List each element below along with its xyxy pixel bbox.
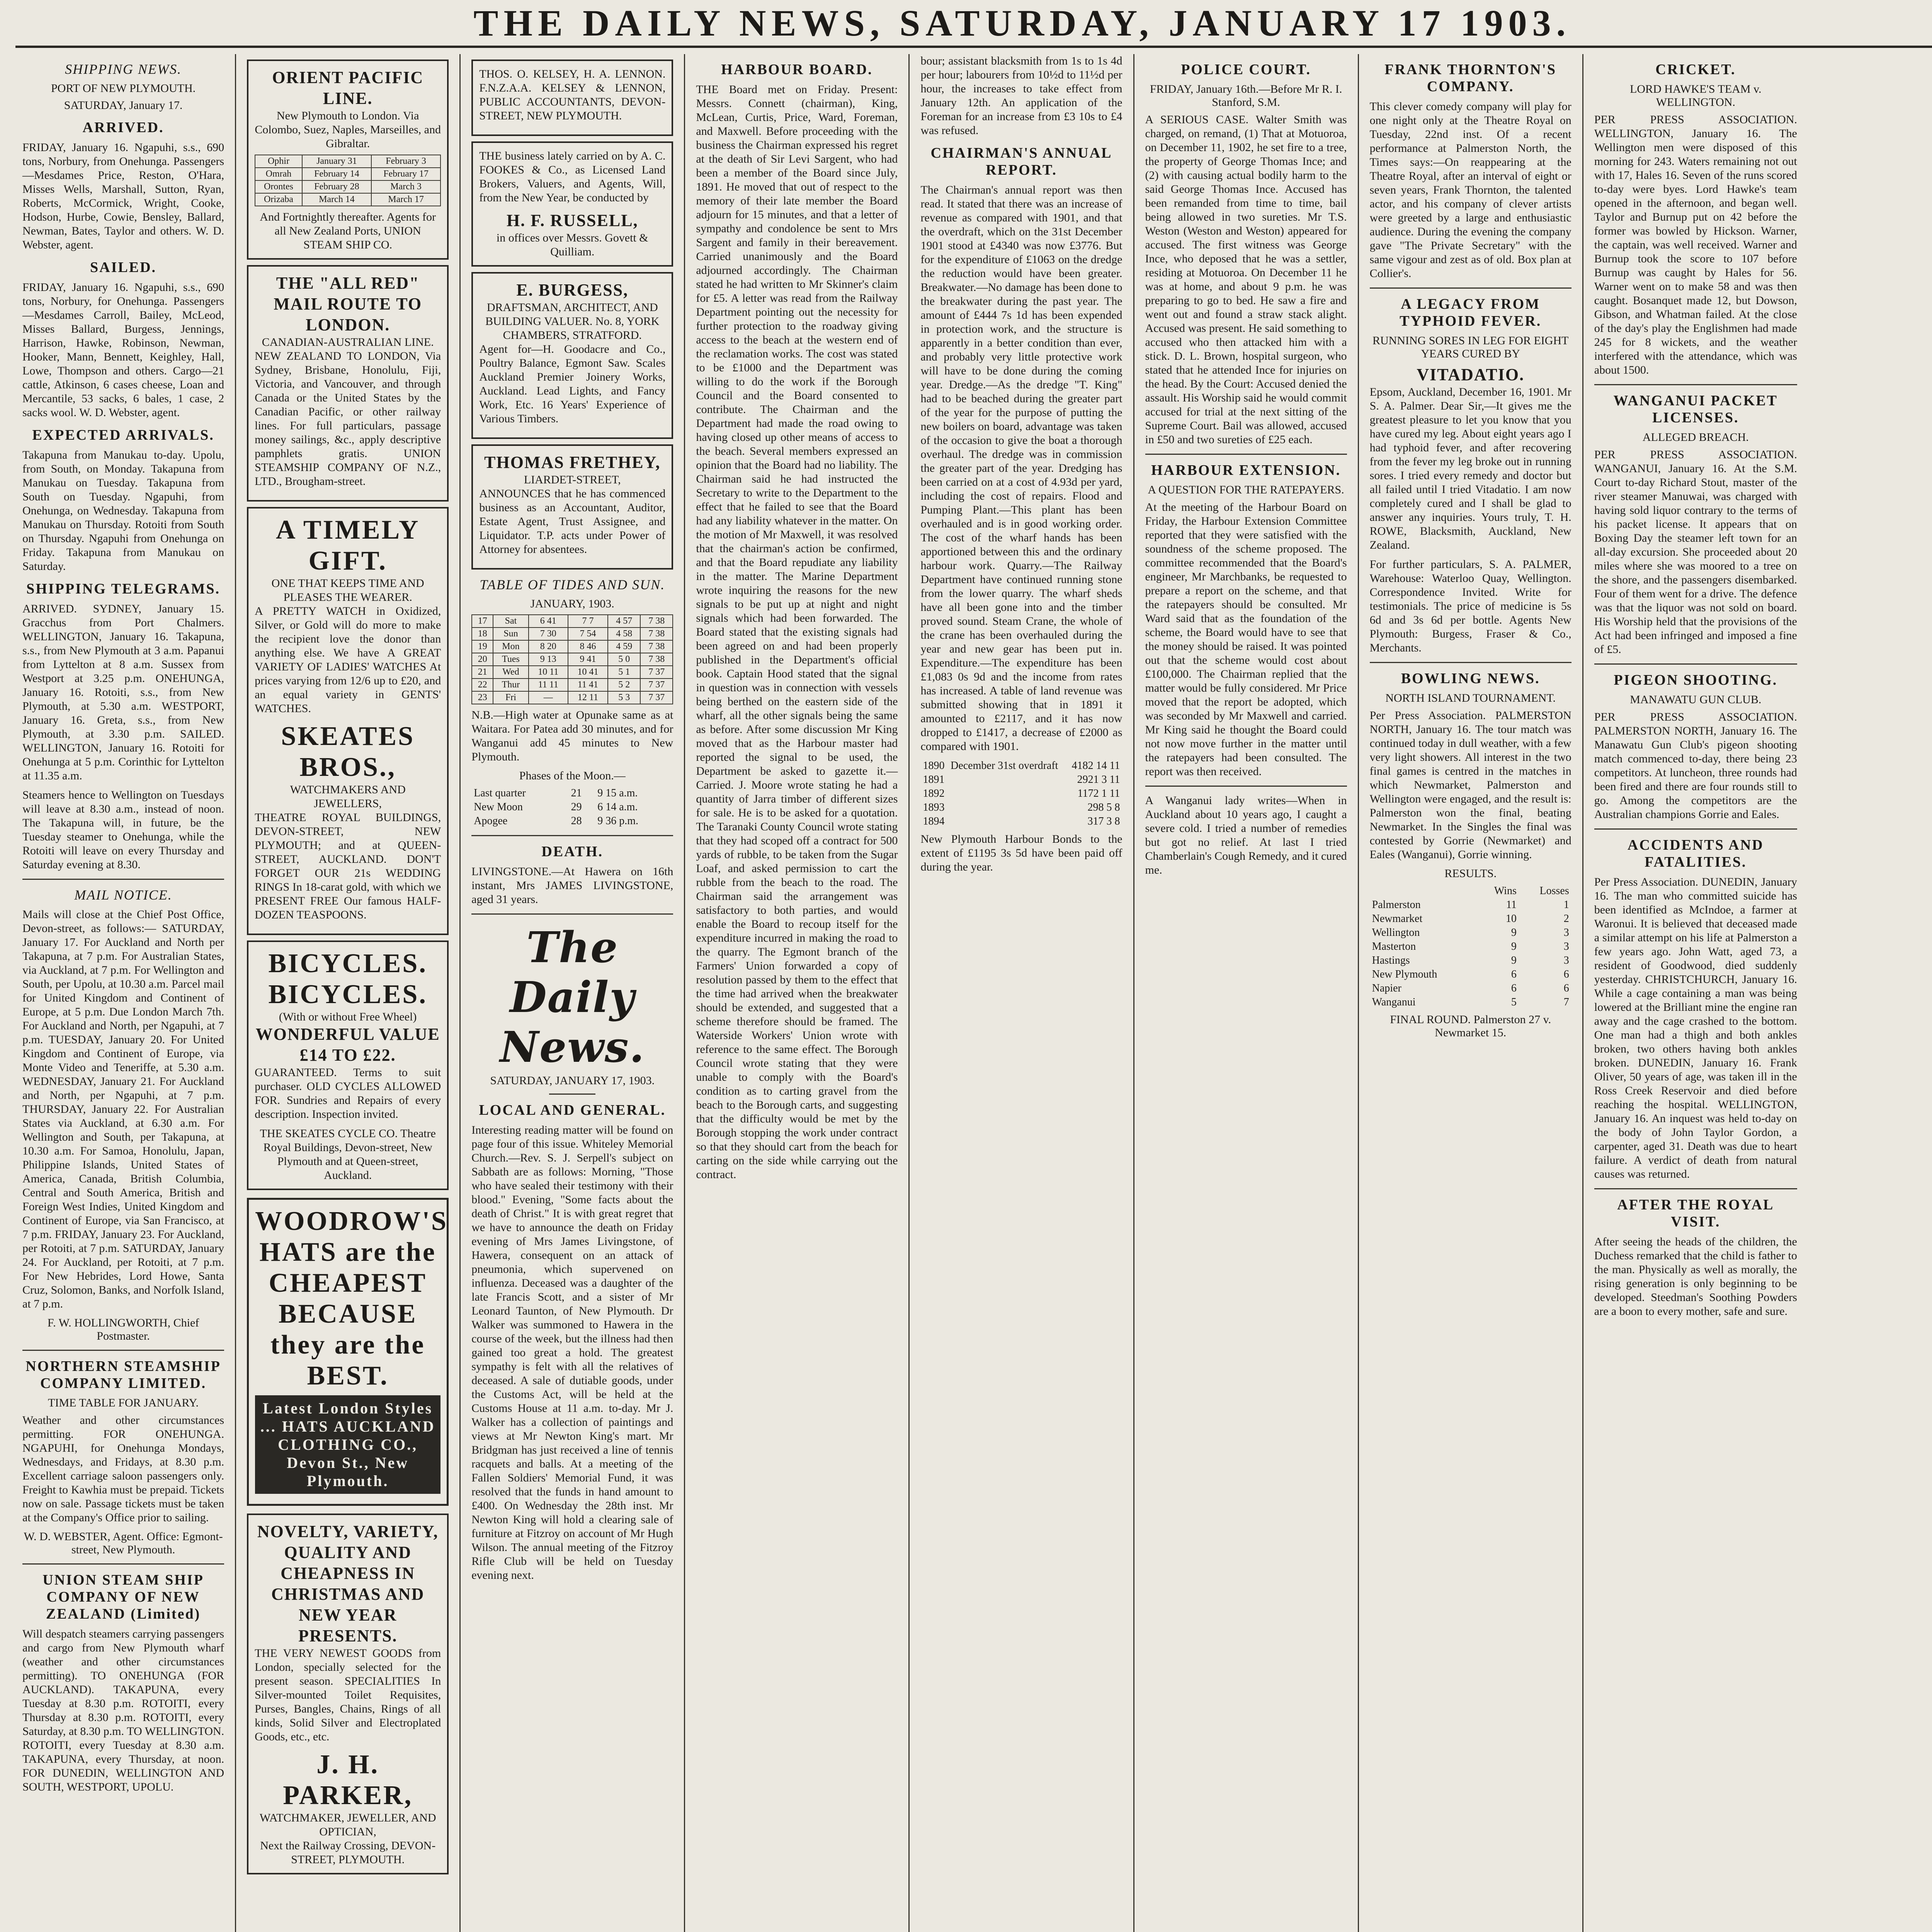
- table-row: Hastings 9 3: [1372, 954, 1569, 966]
- chairman-text: The Chairman's annual report was then read. It stated that there was an increase of revenue as compared with 1901, and that the overdraft, which on the 31st December 1901 stood at £4340 was now £3776. But for the expenditure of £1063 on the dredge the reduction would have been greater. Breakwater.—No damage has been done to the breakwater during the past year. The amount of £444 7s 1d has been expended in protection work, and the structure is apparently in a better condition than ever, and probably very little protective work will have to be done during the coming year. Dredge.—As the dredge "T. King" had to be beached during the greater part of the year for the purpose of putting the new boilers on board, advantage was taken of the occasion to give the boat a thorough overhaul. The dredge was in commission the greater part of the year. Dredging has been carried on at a cost of 4.93d per yard, including the cost of repairs. Flood and Pumping Plant.—This plant has been overhauled and is in good working order. The cost of the wharf hands has been apportioned between this and the ordinary harbour work. Quarry.—The Railway Department have continued running stone from the lower quarry. The wharf sheds have all been gone into and the timber proved sound. Steam Crane, the whole of the crane has been overhauled during the year and new gear has been put in. Expenditure.—The expenditure has been £1,083 0s 9d and the income from rates has increased. A table of land revenue was submitted showing that in 1891 it amounted to £2117, and it has now dropped to £1417, a decrease of £2000 as compared with 1901.: [920, 184, 1122, 753]
- divider: [1594, 1188, 1797, 1189]
- novelty-ad: [247, 1514, 449, 1874]
- russell-sub: in offices over Messrs. Govett & Quilliam.: [496, 231, 648, 258]
- local-text: Interesting reading matter will be found on page four of this issue. Whiteley Memorial Church.—Rev. S. J. Serpell's subject on Sabbath are as follows: Morning, "Those who have sealed their testimony with their blood." Evening, "Some facts about the death of Christ." It is with great regret that we have to announce the death on Friday evening of Mrs James Livingstone, of Hawera, consequent on an attack of pneumonia, which supervened on influenza. Deceased was a daughter of the late Francis Scott, and a sister of Mr Leonard Taunton, of New Plymouth. Dr Walker was summoned to Hawera in the course of the week, but the illness had then gained too great a hold. The greatest sympathy is felt with all the relatives of deceased. A sale of dutiable goods, under the Customs Act, will be held at the Customs House at 11 a.m. to-day. Mr J. Walker has a collection of paintings and views at Mr Newton King's mart. Mr Bridgman has just received a line of tennis racquets and balls. At a meeting of the Fallen Soldiers' Memorial Fund, it was resolved that the funds in hand amount to £400. On Wednesday the 28th inst. Mr Newton King will hold a clearing sale of furniture at Fitzroy on account of Mr Hugh Wilson. The annual meeting of the Fitzroy Rifle Club will be held on Tuesday evening next.: [471, 1124, 673, 1582]
- table-row: Apogee 28 9 36 p.m.: [474, 815, 638, 827]
- bonds-text: New Plymouth Harbour Bonds to the extent of £1195 3s 5d have been paid off during the year.: [920, 833, 1122, 873]
- arrived-heading: ARRIVED.: [82, 119, 164, 136]
- ft-text: This clever comedy company will play for one night only at the Theatre Royal on Tuesday, 22nd inst. Of a recent performance at Palmerston North, the Times says:—On reappearing at the Theatre Royal, after an interval of eight or seven years, Frank Thornton, the talented actor, and his company of clever artists were greeted by a large and enthusiastic audience. During the evening the company gave "The Private Secretary" with the same vigour and zest as of old. Box plan at Collier's.: [1369, 100, 1571, 280]
- chairman-heading: CHAIRMAN'S ANNUAL REPORT.: [930, 145, 1112, 178]
- table-row: Masterton 9 3: [1372, 940, 1569, 952]
- ft-heading: FRANK THORNTON'S COMPANY.: [1384, 61, 1557, 95]
- wanganui-text: PER PRESS ASSOCIATION. WANGANUI, January 16. At the S.M. Court to-day Richard Stout, master of the river steamer Manuwai, was charged with having sold liquor contrary to the terms of his packet license. It appears that on Boxing Day the steamer left town for an all-day excursion. She proceeded about 20 miles where she was moored to a tree on the shore, and the passengers disembarked. Four of them went for a drive. The defence was that the liquor was not sold on board. His Worship held that the provisions of the Act had been infringed and imposed a fine of £5.: [1594, 448, 1797, 656]
- vitadatio-heading: VITADATIO.: [1417, 365, 1525, 384]
- gift-sub: ONE THAT KEEPS TIME AND PLEASES THE WEARER.: [271, 577, 424, 604]
- orient-note: And Fortnightly thereafter. Agents for all New Zealand Ports, UNION STEAM SHIP CO.: [260, 211, 436, 251]
- accidents-heading: ACCIDENTS AND FATALITIES.: [1628, 837, 1764, 870]
- table-row: 1890 December 31st overdraft 4182 14 11: [923, 760, 1120, 772]
- masthead-rule: [15, 46, 1932, 48]
- parker-heading: J. H. PARKER,: [283, 1750, 413, 1810]
- column-2: [236, 54, 461, 1932]
- cricket-text: PER PRESS ASSOCIATION. WELLINGTON, January 16. The Wellington men were disposed of this morning for 243. Waters remaining not out with 17, Hales 16. Seven of the runs scored to-day were byes. Lord Hawke's team opened in the afternoon, and began well. Taylor and Burnup put on 42 before the former was bowled by Hickson. Warner, the captain, was well received. Warner and Burnup took the score to 107 before Burnup was caught by Hales for 56. Warner went on to make 58 and was then caught. Bosanquet made 12, but Dowson, Gibson, and Whatman failed. At the close of the day's play the Englishmen had made 245 for 8 wickets, and the weather interfered with the attendance, which was about 1500.: [1594, 113, 1797, 376]
- bicycles-ad: [247, 940, 449, 1190]
- tides-note: N.B.—High water at Opunake same as at Waitara. For Patea add 30 minutes, and for Wanganui add 45 minutes to New Plymouth.: [471, 709, 673, 763]
- royal-heading: AFTER THE ROYAL VISIT.: [1617, 1197, 1774, 1230]
- harbour-ext-sub: A QUESTION FOR THE RATEPAYERS.: [1148, 483, 1344, 496]
- divider: [1594, 663, 1797, 665]
- fookes-card: [471, 141, 673, 267]
- usc-heading: UNION STEAM SHIP COMPANY OF NEW ZEALAND (Limited): [43, 1572, 204, 1622]
- harbour-ext-heading: HARBOUR EXTENSION.: [1151, 462, 1341, 478]
- table-row: 1894 317 3 8: [923, 815, 1120, 827]
- burgess-sub: DRAFTSMAN, ARCHITECT, AND BUILDING VALUER. No. 8, YORK CHAMBERS, STRATFORD.: [485, 301, 660, 342]
- cricket-sub: LORD HAWKE'S TEAM v. WELLINGTON.: [1630, 83, 1762, 109]
- pigeon-sub: MANAWATU GUN CLUB.: [1630, 693, 1762, 706]
- shipping-date: SATURDAY, January 17.: [64, 99, 183, 112]
- divider: [1370, 662, 1571, 663]
- column-4: [685, 54, 910, 1932]
- moon-table: [471, 786, 673, 828]
- kelsey-card: [471, 60, 673, 136]
- table-row: New Moon 29 6 14 a.m.: [474, 801, 638, 813]
- local-heading: LOCAL AND GENERAL.: [479, 1102, 666, 1118]
- postmaster: F. W. HOLLINGWORTH, Chief Postmaster.: [47, 1316, 199, 1342]
- vitadatio-text: Epsom, Auckland, December 16, 1901. Mr S. A. Palmer. Dear Sir,—It gives me the greatest pleasure to let you know that you have cured my leg. About eight years ago I had typhoid fever, and after recovering from the fever my leg broke out in running sores. I tried every remedy and doctor but all failed until I tried Vitadatio. I am now completely cured and I shall be glad to answer any inquiries. Yours truly, T. H. ROWE, Blacksmith, Auckland, New Zealand.: [1369, 386, 1571, 551]
- column-8: [1583, 54, 1808, 1932]
- bowling-sub: NORTH ISLAND TOURNAMENT.: [1385, 692, 1556, 704]
- divider: [1145, 454, 1347, 455]
- bicycles-heading: BICYCLES. BICYCLES.: [268, 949, 427, 1009]
- port-heading: PORT OF NEW PLYMOUTH.: [51, 82, 196, 95]
- table-row: 1892 1172 1 11: [923, 787, 1120, 799]
- bicycles-sub: (With or without Free Wheel): [279, 1010, 417, 1023]
- bowling-table: [1370, 884, 1571, 1009]
- tides-table: [471, 614, 673, 704]
- divider: [549, 1094, 595, 1095]
- wanganui-sub: ALLEGED BREACH.: [1642, 431, 1749, 444]
- sailed-text: FRIDAY, January 16. Ngapuhi, s.s., 690 tons, Norbury, for Onehunga. Passengers—Mesdames Carroll, Bailey, McLeod, Misses Ballard, Burgess, Jennings, Harrison, Hawke, Robinson, Newman, Hooker, Mann, Bennett, Keighley, Hall, Lowe, Thompson and others. Cargo—21 cattle, Atkinson, 6 cases cheese, Loan and Mercantile, 53 sacks, 6 bales, 1 case, 2 sacks wool. W. D. Webster, agent.: [22, 281, 224, 419]
- police-heading: POLICE COURT.: [1181, 61, 1311, 78]
- russell-name: H. F. RUSSELL,: [506, 211, 638, 230]
- cricket-heading: CRICKET.: [1655, 61, 1736, 78]
- woodrow-sub: Latest London Styles ... HATS AUCKLAND CLOTHING CO., Devon St., New Plymouth.: [255, 1395, 440, 1494]
- columns: [12, 54, 1932, 1932]
- table-row: Palmerston 11 1: [1372, 899, 1569, 911]
- police-text: A SERIOUS CASE. Walter Smith was charged, on remand, (1) That at Motuoroa, on December 11, 1902, he set fire to a tree, the property of George Thomas Ince; and (2) with causing actual bodily harm to the said George Thomas Ince. Accused has been remanded from time to time, bail being allowed in two sureties. Mr T.S. Weston (Weston and Weston) appeared for accused. The first witness was George Ince, who deposed that he was a settler, residing at Motuoroa. On December 11 he was at home, and about 9 p.m. he was preparing to go to bed. He saw a fire and went out and found a straw stack alight. Accused was present. He said something to accused who then attacked him with a stick. D. L. Brown, hospital surgeon, who stated that he attended Ince for injuries on the head. By the Court: Accused denied the assault. His Worship said he would commit accused for trial at the next sitting of the Supreme Court. Bail was allowed, accused in £50 and two sureties of £25 each.: [1145, 113, 1347, 446]
- sailed-heading: SAILED.: [90, 259, 157, 276]
- column-7: [1359, 54, 1583, 1932]
- woodrow-title: WOODROW'S HATS are the CHEAPEST BECAUSE they are the BEST.: [255, 1206, 448, 1391]
- pigeon-heading: PIGEON SHOOTING.: [1614, 672, 1778, 688]
- moon-heading: Phases of the Moon.—: [519, 769, 626, 782]
- frethey-name: THOMAS FRETHEY,: [484, 453, 661, 472]
- table-row: 20 Tues 9 13 9 41 5 0 7 38: [472, 653, 673, 666]
- wanganui-heading: WANGANUI PACKET LICENSES.: [1613, 393, 1778, 426]
- parker-text: Next the Railway Crossing, DEVON-STREET, PLYMOUTH.: [260, 1839, 436, 1866]
- bowling-heading: BOWLING NEWS.: [1401, 670, 1540, 687]
- wanted-text: A Wanganui lady writes—When in Auckland about 10 years ago, I caught a severe cold. I tried a number of remedies but got no relief. At last I tried Chamberlain's Cough Remedy, and it cured me.: [1145, 794, 1347, 876]
- mail-heading: MAIL NOTICE.: [74, 887, 172, 903]
- orient-sub: New Plymouth to London. Via Colombo, Suez, Naples, Marseilles, and Gibraltar.: [255, 109, 441, 150]
- divider: [1594, 384, 1797, 385]
- harbour-cont: bour; assistant blacksmith from 1s to 1s 4d per hour; labourers from 10½d to 11½d per hour, the increases to take effect from January 12th. An application of the Foreman for an increase from £3 10s to £4 was refused.: [920, 54, 1122, 137]
- death-text: LIVINGSTONE.—At Hawera on 16th instant, Mrs JAMES LIVINGSTONE, aged 31 years.: [471, 865, 673, 906]
- final-round: FINAL ROUND. Palmerston 27 v. Newmarket 15.: [1390, 1013, 1551, 1039]
- table-row: 23 Fri — 12 11 5 3 7 37: [472, 691, 673, 704]
- nscc-heading: NORTHERN STEAMSHIP COMPANY LIMITED.: [26, 1358, 221, 1391]
- novelty-text: THE VERY NEWEST GOODS from London, specially selected for the present season. SPECIALITIES In Silver-mounted Toilet Requisites, Purses, Bangles, Chains, Rings of all kinds, Solid Silver and Electroplated Goods, etc., etc.: [255, 1647, 441, 1743]
- bicycles-text: GUARANTEED. Terms to suit purchaser. OLD CYCLES ALLOWED FOR. Sundries and Repairs of every description. Inspection invited.: [255, 1066, 441, 1121]
- typhoid-heading: A LEGACY FROM TYPHOID FEVER.: [1400, 296, 1542, 329]
- column-3: [461, 54, 685, 1932]
- table-row: Wellington 9 3: [1372, 927, 1569, 939]
- allred-ad: [247, 265, 449, 502]
- harbour-text: THE Board met on Friday. Present: Messrs. Connett (chairman), King, McLean, Curtis, Price, Ward, Foreman, and Maxwell. Before proceeding with the business the Chairman expressed his regret at the death of Sir Levi Sargent, who had been a member of the Board since July, 1891. He moved that out of respect to the memory of their late member the Board adjourn for 15 minutes, and that a letter of sympathy and condolence be sent to Mrs Sargent and family in their bereavement. Carried unanimously and the Board adjourned accordingly. The Chairman stated he had written to Mr Skinner's claim for £5. A letter was read from the Railway Department pointing out the necessity for further protection to the roadway giving access to the beach at the western end of the reclamation works. The cost was stated to be £1000 and the Department was willing to do the work if the Borough Council and the Board consented to contribute. The Chairman and the Department had made the road owing to having closed up other means of access to the beach. Several members expressed an opinion that the Board had no liability. The Chairman said he had instructed the Secretary to write to the Department to the effect that he failed to see that the Board had any liability whatever in the matter. On the motion of Mr Maxwell, it was resolved that the chairman's action be confirmed, and that the Board repudiate any liability in the matter. The Marine Department wrote inquiring the reasons for the new signals to be put up at night and night signals which had been forwarded. The Board stated that the existing signals had been agreed on and had been properly published in the Department's official book. Captain Hood stated that the signal in question was in connection with vessels being berthed on the eastern side of the wharf, all the other signals being the same as before. After some discussion Mr King moved that as the Harbour master had reported the signal to be used, the Department be asked to gazette it.—Carried. J. Moore wrote stating he had a quantity of Jarra timber of different sizes for sale. He is to be asked for a quotation. The Taranaki County Council wrote stating that they had scoped off a contract for 500 yards of rubble, to be taken from the Sugar Loaf, and asked permission to cart the rubble from the beach to the road. The Chairman said the arrangement was satisfactory to both parties, and would enable the Board to recoup itself for the expenditure incurred in making the road to the quarry. The Egmont branch of the Farmers' Union forwarded a copy of resolution passed by them to the effect that the time had arrived when the breakwater should be extended, and suggested that a scheme therefore should be framed. The Waterside Workers' Union wrote with reference to the same effect. The Borough Council wrote stating that they were unable to comply with the Board's condition as to carting gravel from the beach to the Borough carts, and suggesting that the difficulty would be met by the Borough stopping the work under contract so that they should cart from the beach for carting on the side while carrying out the contract.: [696, 83, 898, 1181]
- table-row: Orontes February 28 March 3: [255, 180, 440, 193]
- nscc-text: Weather and other circumstances permitting. FOR ONEHUNGA. NGAPUHI, for Onehunga Mondays, Wednesdays, and Fridays, at 8.30 p.m. Excellent carriage saloon passengers only. Freight to Kawhia must be prepaid. Tickets now on sale. Passage tickets must be taken at the Company's Office prior to sailing.: [22, 1414, 224, 1524]
- revenue-table: [920, 759, 1122, 828]
- table-row: 22 Thur 11 11 11 41 5 2 7 37: [472, 679, 673, 691]
- burgess-name: E. BURGESS,: [516, 281, 629, 299]
- expected-heading: EXPECTED ARRIVALS.: [32, 427, 214, 443]
- skeates-heading: SKEATES BROS.,: [281, 721, 415, 782]
- telegrams-heading: SHIPPING TELEGRAMS.: [26, 581, 220, 597]
- skeates-sub: WATCHMAKERS AND JEWELLERS,: [290, 783, 406, 810]
- telegrams-text: ARRIVED. SYDNEY, January 15. Gracchus from Port Chalmers. WELLINGTON, January 16. Takapuna, s.s., from New Plymouth at 3 a.m. Papanui from Lyttelton at 8 a.m. Sussex from Westport at 3.25 p.m. ONEHUNGA, January 16. Rotoiti, s.s., from New Plymouth, at 5.30 a.m. WESTPORT, January 16. Greta, s.s., from New Plymouth, at 3.30 p.m. SAILED. WELLINGTON, January 16. Rotoiti for Onehunga at 5 p.m. Corinthic for Lyttelton at 11.35 a.m.: [22, 602, 224, 782]
- frethey-card: [471, 444, 673, 570]
- mail-text: Mails will close at the Chief Post Office, Devon-street, as follows:— SATURDAY, January 17. For Auckland and North per Takapuna, at 7 p.m. For Australian States, via Auckland, at 7 p.m. For Wellington and South, per Upolu, at 10.30 a.m. Parcel mail for United Kingdom and Continent of Europe, at 5 p.m. Due London March 7th. For Auckland and North, per Ngapuhi, at 7 p.m. TUESDAY, January 20. For United Kingdom and Continent of Europe, via Monte Video and Teneriffe, at 5.30 a.m. WEDNESDAY, January 21. For Auckland and North, per Ngapuhi, at 7 p.m. THURSDAY, January 22. For Australian States via Auckland, at 6.30 a.m. For Wellington and South, per Takapuna, at 10.30 a.m. For Samoa, Honolulu, Japan, Philippine Islands, United States of America, Canada, British Columbia, Central and South America, British and Foreign West Indies, United Kingdom and Continent of Europe, via San Francisco, at 7 p.m. FRIDAY, January 23. For Auckland, per Rotoiti, at 7 p.m. SATURDAY, January 24. For Auckland, per Rotoiti, at 7 p.m. For New Hebrides, Lord Howe, Santa Cruz, Solomon, Banks, and Norfolk Island, at 7 p.m.: [22, 908, 224, 1310]
- allred-sub: CANADIAN-AUSTRALIAN LINE.: [262, 336, 434, 349]
- table-row: Wanganui 5 7: [1372, 996, 1569, 1008]
- table-row: Last quarter 21 9 15 a.m.: [474, 787, 638, 799]
- table-row: 17 Sat 6 41 7 7 4 57 7 38: [472, 615, 673, 628]
- parker-sub: WATCHMAKER, JEWELLER, AND OPTICIAN,: [259, 1811, 436, 1838]
- table-row: 18 Sun 7 30 7 54 4 58 7 38: [472, 628, 673, 640]
- steamers-note: Steamers hence to Wellington on Tuesdays will leave at 8.30 a.m., instead of noon. The Takapuna will, in future, be the Tuesday steamer to Onehunga, while the Rotoiti will leave on every Thursday and Saturday evening at 8.30.: [22, 789, 224, 871]
- masthead: [0, 0, 1932, 46]
- table-row: Napier 6 6: [1372, 982, 1569, 994]
- nscc-sub: TIME TABLE FOR JANUARY.: [48, 1396, 199, 1409]
- divider: [471, 913, 673, 915]
- table-row: New Plymouth 6 6: [1372, 968, 1569, 980]
- orient-heading: ORIENT PACIFIC LINE.: [272, 68, 424, 108]
- paper-date: SATURDAY, JANUARY 17, 1903.: [490, 1074, 655, 1087]
- gift-text: A PRETTY WATCH in Oxidized, Silver, or Gold will do more to make the recipient love the donor than anything else. We have A GREAT VARIETY OF LADIES' WATCHES At prices varying from 12/6 up to £20, and an equal variety in GENTS' WATCHES.: [255, 605, 441, 715]
- divider: [22, 1350, 224, 1351]
- accidents-text: Per Press Association. DUNEDIN, January 16. The man who committed suicide has been identified as McIndoe, a farmer at Waronui. It is believed that deceased made a similar attempt on his life at Palmerston a few years ago. John Watt, aged 73, a resident of Goodwood, died suddenly yesterday. CHRISTCHURCH, January 16. While a cage containing a man was being lowered at the Brilliant mine the engine ran away and the cage crashed to the bottom. One man had a thigh and both ankles broken, two others having both ankles broken. DUNEDIN, January 16. Frank Oliver, 50 years of age, was taken ill in the Ross Creek Reservoir and died before reaching the hospital. WELLINGTON, January 16. An inquest was held to-day on the body of John Taylor Gordon, a carpenter, aged 31. Death was due to heart failure. A verdict of death from natural causes was returned.: [1594, 876, 1797, 1180]
- royal-text: After seeing the heads of the children, the Duchess remarked that the child is father to the man. Physically as well as morally, the rising generation is only beginning to be developed. Steedman's Soothing Powders are a boon to every mother, safe and sure.: [1594, 1235, 1797, 1318]
- table-row: 21 Wed 10 11 10 41 5 1 7 37: [472, 666, 673, 679]
- vitadatio-agent: For further particulars, S. A. PALMER, Warehouse: Waterloo Quay, Wellington. Correspondence Invited. Write for testimonials. The price of medicine is 5s 6d and 3s 6d per bottle. Agents New Plymouth: Burgess, Fraser & Co., Merchants.: [1369, 558, 1571, 654]
- harbour-ext-text: At the meeting of the Harbour Board on Friday, the Harbour Extension Committee reported that they were satisfied with the soundness of the scheme proposed. The committee recommended that the Board's engineer, Mr Marchbanks, be requested to prepare a report on the scheme, and that the ratepayers should be consulted. Mr Ward said that as the foundation of the scheme, the Board would have to see that the money should be raised. It was pointed out that the scheme would cost about £100,000. The Chairman replied that the matter would be fully considered. Mr Price moved that the report be adopted, which was seconded by Mr Maxwell and carried. Mr King said he thought the Board could not now move further in the matter until the ratepayers had been consulted. The report was then received.: [1145, 501, 1347, 778]
- kelsey-text: THOS. O. KELSEY, H. A. LENNON. F.N.Z.A.A. KELSEY & LENNON, PUBLIC ACCOUNTANTS, DEVON-STREET, NEW PLYMOUTH.: [479, 68, 666, 122]
- bicycles-value: WONDERFUL VALUE £14 TO £22.: [255, 1025, 440, 1065]
- masthead-title: THE DAILY NEWS, SATURDAY, JANUARY 17 1903.: [473, 2, 1571, 44]
- allred-heading: THE "ALL RED" MAIL ROUTE TO LONDON.: [274, 274, 422, 334]
- divider: [1594, 828, 1797, 830]
- table-row: Orizaba March 14 March 17: [255, 193, 440, 206]
- arrived-text: FRIDAY, January 16. Ngapuhi, s.s., 690 tons, Norbury, from Onehunga. Passengers—Mesdames Price, Reston, O'Hara, Misses Wells, Marshall, Sutton, Ryan, Roberts, McCormick, Wright, Cooke, Hodson, Hurbe, Cowie, Bensley, Ballard, Newman, Bates, Taylor and others. W. D. Webster, agent.: [22, 141, 224, 251]
- harbour-heading: HARBOUR BOARD.: [721, 61, 873, 78]
- divider: [22, 1563, 224, 1565]
- table-row: 1891 2921 3 11: [923, 774, 1120, 786]
- tides-heading: TABLE OF TIDES AND SUN.: [480, 577, 665, 592]
- gift-ad: [247, 507, 449, 935]
- expected-text: Takapuna from Manukau to-day. Upolu, from South, on Monday. Takapuna from Manukau on Tuesday. Takapuna from South on Tuesday. Ngapuhi, from Onehunga, on Wednesday. Takapuna from Manukau on Thursday. Rotoiti from South on Thursday. Ngapuhi from Onehunga on Friday. Takapuna from Manukau on Saturday.: [22, 449, 224, 573]
- typhoid-sub: RUNNING SORES IN LEG FOR EIGHT YEARS CURED BY: [1372, 334, 1569, 360]
- paper-title: The Daily News.: [500, 922, 645, 1072]
- woodrow-ad: [247, 1198, 449, 1506]
- skeates-cycle: THE SKEATES CYCLE CO. Theatre Royal Buildings, Devon-street, New Plymouth and at Queen-street, Auckland.: [260, 1127, 436, 1182]
- shipping-heading: SHIPPING NEWS.: [65, 61, 182, 77]
- bowling-results-heading: RESULTS.: [1444, 867, 1497, 880]
- table-row: 1893 298 5 8: [923, 801, 1120, 813]
- frethey-sub: LIARDET-STREET,: [524, 473, 621, 486]
- frethey-text: ANNOUNCES that he has commenced business as an Accountant, Auditor, Estate Agent, Trust Assignee, and Liquidator. T.P. acts under Power of Attorney for absentees.: [479, 487, 666, 556]
- column-6: [1134, 54, 1359, 1932]
- orient-ad: [247, 60, 449, 260]
- table-row: Ophir January 31 February 3: [255, 155, 440, 168]
- gift-heading: A TIMELY GIFT.: [276, 515, 420, 576]
- table-row: Omrah February 14 February 17: [255, 168, 440, 180]
- police-sub: FRIDAY, January 16th.—Before Mr R. I. Stanford, S.M.: [1150, 83, 1342, 109]
- pigeon-text: PER PRESS ASSOCIATION. PALMERSTON NORTH, January 16. The Manawatu Gun Club's pigeon shooting match commenced to-day, there being 23 competitors. At luncheon, three rounds had been fired and there are four rounds still to go. Among the competitors are the Australian champions Gorrie and Eales.: [1594, 711, 1797, 821]
- bowling-text: Per Press Association. PALMERSTON NORTH, January 16. The tour match was continued today in dull weather, with a few very light showers. All interest in the two final games is centred in the matches in which Newmarket, Palmerston and Wellington were engaged, and the result is: Palmerston won the final, beating Newmarket. In the Singles the final was contested by Gorrie (Newmarket) and Eales (Wanganui), Gorrie winning.: [1369, 709, 1571, 861]
- death-heading: DEATH.: [541, 844, 604, 860]
- divider: [471, 835, 673, 836]
- divider: [1145, 786, 1347, 787]
- table-header-row: Wins Losses: [1494, 885, 1569, 897]
- divider: [22, 879, 224, 880]
- nscc-agent: W. D. WEBSTER, Agent. Office: Egmont-street, New Plymouth.: [24, 1530, 223, 1556]
- burgess-card: [471, 272, 673, 439]
- column-5: [910, 54, 1134, 1932]
- novelty-heading: NOVELTY, VARIETY, QUALITY AND CHEAPNESS IN CHRISTMAS AND NEW YEAR PRESENTS.: [257, 1522, 439, 1645]
- tides-sub: JANUARY, 1903.: [530, 597, 614, 610]
- fookes-text: THE business lately carried on by A. C. FOOKES & Co., as Licensed Land Brokers, Valuers, and Agents, Will, from the New Year, be conducted by: [479, 150, 666, 204]
- table-row: Newmarket 10 2: [1372, 913, 1569, 925]
- table-row: 19 Mon 8 20 8 46 4 59 7 38: [472, 640, 673, 653]
- skeates-text: THEATRE ROYAL BUILDINGS, DEVON-STREET, NEW PLYMOUTH; and at QUEEN-STREET, AUCKLAND. DON'T FORGET OUR 21s WEDDING RINGS In 18-carat gold, with which we PRESENT FREE Our famous HALF-DOZEN TEASPOONS.: [255, 811, 441, 921]
- usc-text: Will despatch steamers carrying passengers and cargo from New Plymouth wharf (weather and other circumstances permitting). TO ONEHUNGA (FOR AUCKLAND). TAKAPUNA, every Tuesday at 8.30 p.m. ROTOITI, every Thursday at 8.30 p.m. ROTOITI, every Saturday, at 8.30 p.m. TO WELLINGTON. ROTOITI, every Tuesday at 8.30 a.m. TAKAPUNA, every Thursday, at noon. FOR DUNEDIN, WELLINGTON AND SOUTH, WESTPORT, UPOLU.: [22, 1628, 224, 1793]
- orient-table: [255, 155, 441, 206]
- column-1: [12, 54, 236, 1932]
- divider: [1370, 287, 1571, 289]
- burgess-text: Agent for—H. Goodacre and Co., Poultry Balance, Egmont Saw. Scales Auckland Premier Joinery Works, Auckland. Lead Lights, and Fancy Work, Etc. 16 Years' Experience of Various Timbers.: [479, 343, 666, 425]
- allred-text: NEW ZEALAND TO LONDON, Via Sydney, Brisbane, Honolulu, Fiji, Victoria, and Vancouver, and through Canada or the United States by the Canadian Pacific, or other railway lines. For full particulars, passage money sailings, &c., apply descriptive pamphlets gratis. UNION STEAMSHIP COMPANY OF N.Z., LTD., Brougham-street.: [255, 350, 441, 488]
